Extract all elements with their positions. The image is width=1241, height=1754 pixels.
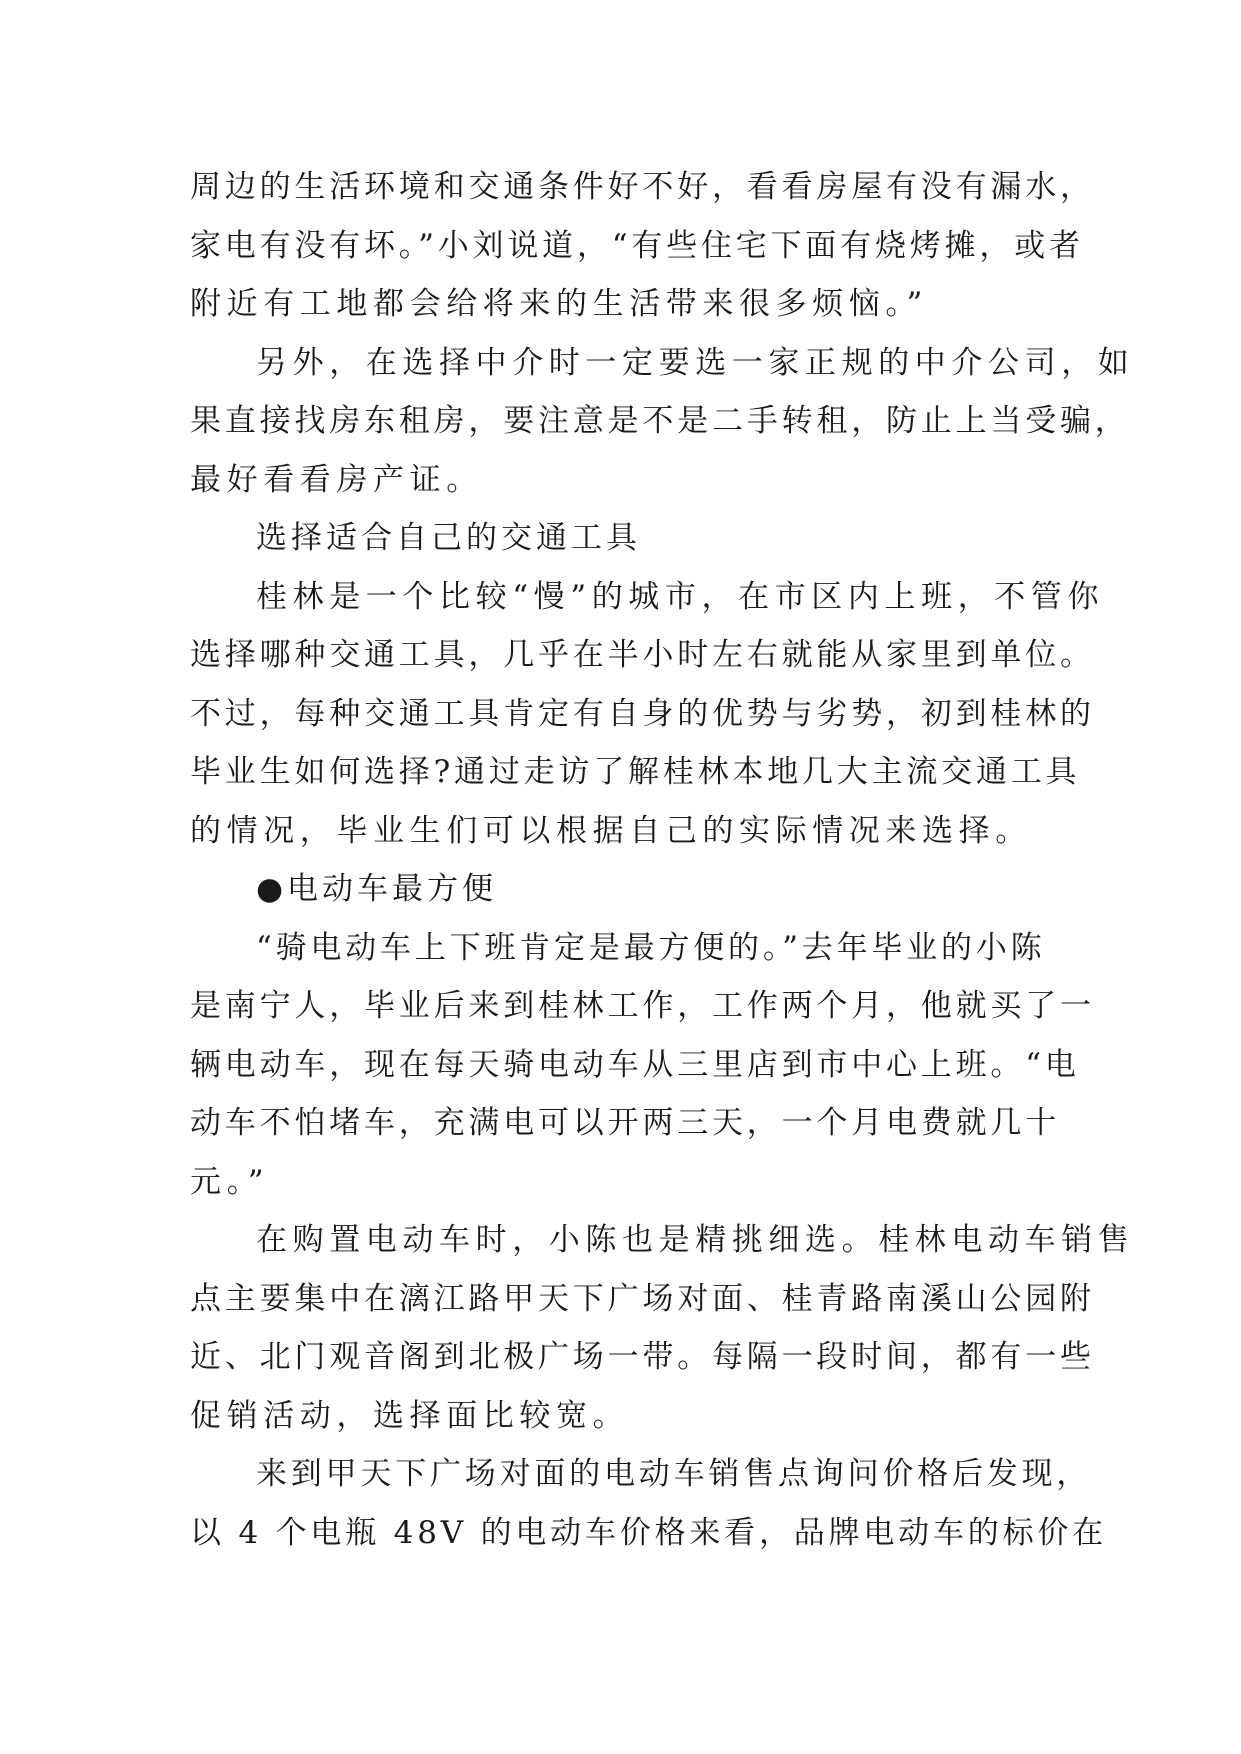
text-line: 是南宁人，毕业后来到桂林工作，工作两个月，他就买了一 [190, 988, 1095, 1024]
article-body [190, 158, 1135, 1562]
text-line: 元。” [190, 1163, 270, 1200]
text-line: 周边的生活环境和交通条件好不好，看看房屋有没有漏水， [190, 169, 1095, 205]
text-line: 附近有工地都会给将来的生活带来很多烦恼。” [190, 286, 928, 322]
subsection-heading: ●电动车最方便 [256, 871, 498, 907]
text-line: 最好看看房产证。 [190, 461, 483, 498]
text-line: 点主要集中在漓江路甲天下广场对面、桂青路南溪山公园附 [190, 1280, 1095, 1317]
paragraph-start-line: “骑电动车上下班肯定是最方便的。”去年毕业的小陈 [256, 929, 1046, 966]
section-heading: 选择适合自己的交通工具 [256, 520, 641, 556]
text-line: 果直接找房东租房，要注意是不是二手转租，防止上当受骗， [190, 403, 1130, 439]
text-line: 促销活动，选择面比较宽。 [190, 1397, 630, 1434]
text-line: 毕业生如何选择?通过走访了解桂林本地几大主流交通工具 [190, 754, 1081, 790]
paragraph-start-line: 桂林是一个比较“慢”的城市，在市区内上班，不管你 [256, 578, 1105, 615]
text-line: 以 4 个电瓶 48V 的电动车价格来看，品牌电动车的标价在 [190, 1514, 1107, 1551]
paragraph-start-line: 另外，在选择中介时一定要选一家正规的中介公司，如 [256, 344, 1135, 381]
text-line: 不过，每种交通工具肯定有自身的优势与劣势，初到桂林的 [190, 695, 1095, 732]
paragraph-start-line: 在购置电动车时，小陈也是精挑细选。桂林电动车销售 [256, 1222, 1135, 1258]
text-line: 家电有没有坏。”小刘说道，“有些住宅下面有烧烤摊，或者 [190, 227, 1084, 264]
text-line: 近、北门观音阁到北极广场一带。每隔一段时间，都有一些 [190, 1339, 1095, 1375]
text-line: 的情况，毕业生们可以根据自己的实际情况来选择。 [190, 812, 1032, 849]
paragraph-start-line: 来到甲天下广场对面的电动车销售点询问价格后发现， [256, 1456, 1092, 1492]
text-line: 选择哪种交通工具，几乎在半小时左右就能从家里到单位。 [190, 637, 1095, 673]
text-line: 辆电动车，现在每天骑电动车从三里店到市中心上班。“电 [190, 1046, 1080, 1083]
text-line: 动车不怕堵车，充满电可以开两三天，一个月电费就几十 [190, 1105, 1060, 1141]
